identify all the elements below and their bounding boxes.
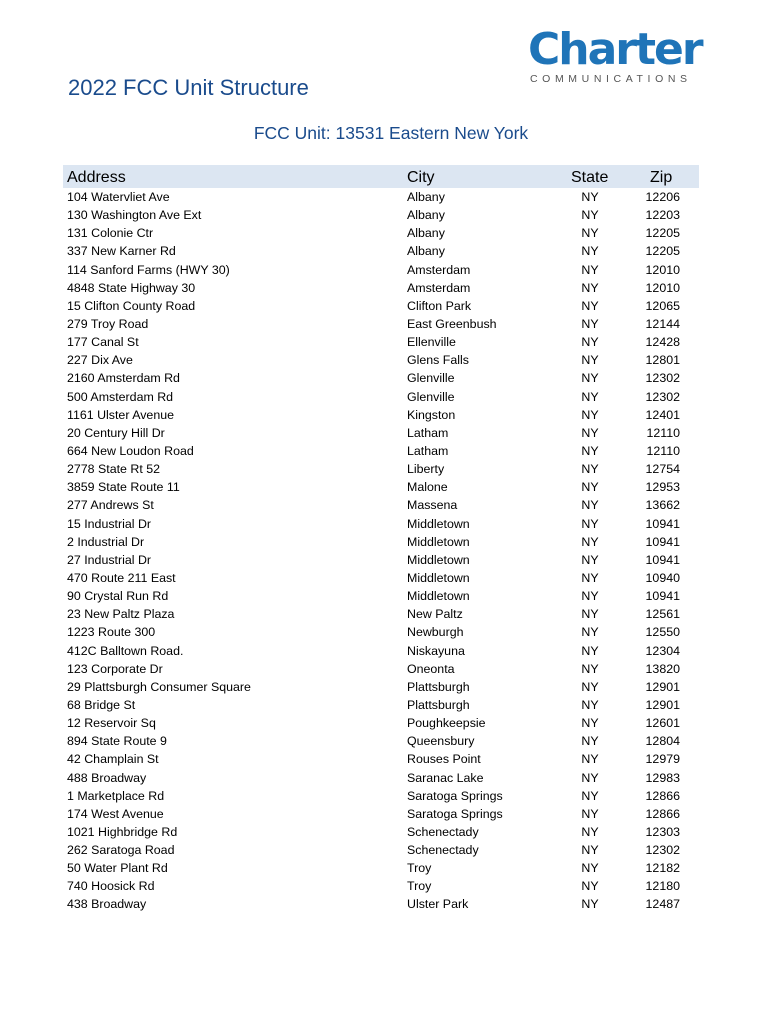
state-cell: NY — [581, 879, 599, 894]
state-cell: NY — [581, 643, 599, 658]
city-cell: Oneonta — [407, 661, 455, 676]
table-row — [0, 877, 770, 895]
zip-cell: 12206 — [645, 190, 680, 204]
address-cell: 131 Colonie Ctr — [67, 226, 154, 241]
city-cell: Newburgh — [407, 625, 464, 640]
table-row — [0, 478, 770, 496]
address-cell: 12 Reservoir Sq — [67, 716, 156, 731]
city-cell: Plattsburgh — [407, 679, 470, 694]
state-cell: NY — [581, 661, 599, 676]
zip-cell: 10940 — [645, 570, 680, 585]
state-cell: NY — [581, 226, 599, 241]
table-row — [0, 569, 770, 587]
address-cell: 894 State Route 9 — [67, 734, 167, 749]
state-cell: NY — [581, 607, 599, 622]
state-cell: NY — [581, 679, 599, 694]
state-cell: NY — [581, 316, 599, 331]
table-row — [0, 895, 770, 913]
address-cell: 1223 Route 300 — [67, 625, 156, 640]
city-cell: East Greenbush — [407, 316, 497, 331]
city-cell: Queensbury — [407, 734, 475, 749]
state-cell: NY — [581, 498, 599, 513]
city-cell: Troy — [407, 861, 432, 876]
city-cell: Rouses Point — [407, 752, 481, 767]
city-cell: Schenectady — [407, 824, 479, 839]
table-row — [0, 642, 770, 660]
address-cell: 277 Andrews St — [67, 498, 154, 513]
zip-cell: 12983 — [645, 770, 680, 785]
address-cell: 412C Balltown Road. — [67, 643, 184, 658]
city-cell: Albany — [407, 226, 445, 241]
table-row — [0, 678, 770, 696]
fcc-unit-subtitle: FCC Unit: 13531 Eastern New York — [253, 123, 529, 143]
table-row — [0, 188, 770, 206]
address-cell: 42 Champlain St — [67, 752, 159, 767]
zip-cell: 10941 — [645, 534, 680, 549]
address-cell: 438 Broadway — [67, 897, 147, 912]
zip-cell: 12487 — [645, 897, 680, 912]
table-row — [0, 805, 770, 823]
state-cell: NY — [581, 843, 599, 858]
city-cell: Ellenville — [407, 335, 456, 350]
city-cell: Albany — [407, 208, 445, 223]
zip-cell: 12901 — [645, 679, 680, 694]
city-cell: Latham — [407, 443, 449, 458]
state-cell: NY — [581, 570, 599, 585]
table-row — [0, 242, 770, 260]
city-cell: Saratoga Springs — [407, 806, 503, 821]
zip-cell: 12302 — [645, 389, 680, 404]
state-cell: NY — [581, 716, 599, 731]
table-row — [0, 442, 770, 460]
zip-cell: 12205 — [645, 226, 680, 241]
address-cell: 20 Century Hill Dr — [67, 425, 165, 440]
zip-cell: 12302 — [645, 843, 680, 858]
zip-cell: 10941 — [645, 516, 680, 531]
city-cell: Schenectady — [407, 843, 479, 858]
city-cell: Amsterdam — [407, 262, 471, 277]
city-cell: Glens Falls — [407, 353, 469, 368]
address-cell: 488 Broadway — [67, 770, 147, 785]
table-row — [0, 315, 770, 333]
zip-cell: 12754 — [645, 462, 680, 477]
address-cell: 2778 State Rt 52 — [67, 462, 160, 477]
state-cell: NY — [581, 752, 599, 767]
state-cell: NY — [581, 861, 599, 876]
zip-cell: 10941 — [645, 589, 680, 604]
table-row — [0, 206, 770, 224]
address-cell: 23 New Paltz Plaza — [67, 607, 175, 622]
address-cell: 90 Crystal Run Rd — [67, 589, 169, 604]
city-cell: Amsterdam — [407, 280, 471, 295]
city-cell: Malone — [407, 480, 448, 495]
zip-cell: 12205 — [645, 244, 680, 259]
table-row — [0, 406, 770, 424]
table-row — [0, 224, 770, 242]
city-cell: Middletown — [407, 589, 470, 604]
city-cell: Middletown — [407, 516, 470, 531]
zip-cell: 12428 — [645, 335, 680, 350]
table-row — [0, 424, 770, 442]
address-cell: 15 Industrial Dr — [67, 516, 152, 531]
table-header — [63, 165, 699, 188]
column-header-city: City — [407, 169, 435, 186]
zip-cell: 12303 — [645, 824, 680, 839]
state-cell: NY — [581, 625, 599, 640]
state-cell: NY — [581, 298, 599, 313]
zip-cell: 12203 — [645, 208, 680, 223]
address-cell: 227 Dix Ave — [67, 353, 133, 368]
state-cell: NY — [581, 462, 599, 477]
zip-cell: 12953 — [645, 480, 680, 495]
zip-cell: 12302 — [645, 371, 680, 386]
zip-cell: 12304 — [645, 643, 680, 658]
logo-wordmark: Charter — [528, 24, 702, 75]
city-cell: Massena — [407, 498, 458, 513]
city-cell: Latham — [407, 425, 449, 440]
address-cell: 262 Saratoga Road — [67, 843, 175, 858]
address-cell: 500 Amsterdam Rd — [67, 389, 174, 404]
city-cell: Middletown — [407, 552, 470, 567]
state-cell: NY — [581, 280, 599, 295]
address-cell: 27 Industrial Dr — [67, 552, 152, 567]
table-row — [0, 623, 770, 641]
city-cell: Saranac Lake — [407, 770, 484, 785]
address-cell: 114 Sanford Farms (HWY 30) — [67, 262, 230, 277]
zip-cell: 12866 — [645, 806, 680, 821]
zip-cell: 12601 — [645, 716, 680, 731]
address-cell: 1021 Highbridge Rd — [67, 824, 178, 839]
zip-cell: 12550 — [645, 625, 680, 640]
city-cell: Saratoga Springs — [407, 788, 503, 803]
state-cell: NY — [581, 788, 599, 803]
city-cell: Albany — [407, 244, 445, 259]
table-row — [0, 732, 770, 750]
table-row — [0, 714, 770, 732]
address-cell: 177 Canal St — [67, 335, 139, 350]
address-cell: 664 New Loudon Road — [67, 443, 194, 458]
state-cell: NY — [581, 734, 599, 749]
logo-tagline: COMMUNICATIONS — [530, 73, 692, 85]
city-cell: Ulster Park — [407, 897, 469, 912]
zip-cell: 12180 — [645, 879, 680, 894]
state-cell: NY — [581, 407, 599, 422]
state-cell: NY — [581, 589, 599, 604]
zip-cell: 12010 — [645, 280, 680, 295]
address-cell: 50 Water Plant Rd — [67, 861, 168, 876]
state-cell: NY — [581, 262, 599, 277]
address-cell: 3859 State Route 11 — [67, 480, 180, 495]
zip-cell: 12144 — [645, 316, 680, 331]
table-row — [0, 460, 770, 478]
zip-cell: 13820 — [645, 661, 680, 676]
table-row — [0, 769, 770, 787]
state-cell: NY — [581, 697, 599, 712]
city-cell: Clifton Park — [407, 298, 472, 313]
state-cell: NY — [581, 806, 599, 821]
state-cell: NY — [581, 480, 599, 495]
address-cell: 279 Troy Road — [67, 316, 149, 331]
state-cell: NY — [581, 534, 599, 549]
zip-cell: 12804 — [645, 734, 680, 749]
state-cell: NY — [581, 335, 599, 350]
city-cell: New Paltz — [407, 607, 463, 622]
table-row — [0, 750, 770, 768]
address-cell: 4848 State Highway 30 — [67, 280, 196, 295]
table-row — [0, 515, 770, 533]
table-row — [0, 351, 770, 369]
city-cell: Plattsburgh — [407, 697, 470, 712]
city-cell: Kingston — [407, 407, 456, 422]
table-row — [0, 333, 770, 351]
zip-cell: 12182 — [645, 861, 680, 876]
zip-cell: 10941 — [645, 552, 680, 567]
state-cell: NY — [581, 389, 599, 404]
city-cell: Glenville — [407, 371, 455, 386]
column-header-state: State — [571, 169, 609, 186]
state-cell: NY — [581, 190, 599, 204]
address-cell: 337 New Karner Rd — [67, 244, 176, 259]
city-cell: Troy — [407, 879, 432, 894]
zip-cell: 12010 — [645, 262, 680, 277]
table-row — [0, 551, 770, 569]
table-row — [0, 859, 770, 877]
address-cell: 130 Washington Ave Ext — [67, 208, 202, 223]
charter-logo — [528, 26, 708, 88]
table-row — [0, 823, 770, 841]
zip-cell: 12110 — [646, 443, 680, 458]
table-row — [0, 369, 770, 387]
address-cell: 15 Clifton County Road — [67, 298, 196, 313]
address-cell: 1 Marketplace Rd — [67, 788, 165, 803]
zip-cell: 12561 — [645, 607, 680, 622]
state-cell: NY — [581, 208, 599, 223]
address-cell: 740 Hoosick Rd — [67, 879, 155, 894]
state-cell: NY — [581, 770, 599, 785]
state-cell: NY — [581, 371, 599, 386]
state-cell: NY — [581, 425, 599, 440]
table-row — [0, 696, 770, 714]
state-cell: NY — [581, 552, 599, 567]
address-cell: 29 Plattsburgh Consumer Square — [67, 679, 251, 694]
table-row — [0, 496, 770, 514]
page-title: 2022 FCC Unit Structure — [68, 75, 309, 100]
address-cell: 470 Route 211 East — [67, 570, 176, 585]
table-row — [0, 660, 770, 678]
city-cell: Middletown — [407, 570, 470, 585]
address-cell: 174 West Avenue — [67, 806, 164, 821]
city-cell: Albany — [407, 190, 445, 204]
zip-cell: 12065 — [645, 298, 680, 313]
city-cell: Niskayuna — [407, 643, 465, 658]
address-cell: 104 Watervliet Ave — [67, 190, 170, 204]
column-header-address: Address — [67, 169, 126, 186]
zip-cell: 12866 — [645, 788, 680, 803]
city-cell: Middletown — [407, 534, 470, 549]
address-table-body — [0, 188, 770, 914]
address-cell: 68 Bridge St — [67, 697, 136, 712]
zip-cell: 12979 — [645, 752, 680, 767]
city-cell: Liberty — [407, 462, 445, 477]
zip-cell: 12110 — [646, 425, 680, 440]
zip-cell: 12401 — [645, 407, 680, 422]
state-cell: NY — [581, 353, 599, 368]
address-cell: 123 Corporate Dr — [67, 661, 163, 676]
address-cell: 1161 Ulster Avenue — [67, 407, 175, 422]
zip-cell: 13662 — [645, 498, 680, 513]
table-row — [0, 787, 770, 805]
state-cell: NY — [581, 824, 599, 839]
column-header-zip: Zip — [650, 169, 673, 186]
state-cell: NY — [581, 897, 599, 912]
address-cell: 2160 Amsterdam Rd — [67, 371, 180, 386]
zip-cell: 12801 — [645, 353, 680, 368]
table-row — [0, 261, 770, 279]
state-cell: NY — [581, 516, 599, 531]
city-cell: Poughkeepsie — [407, 716, 486, 731]
state-cell: NY — [581, 244, 599, 259]
table-row — [0, 841, 770, 859]
table-row — [0, 587, 770, 605]
table-row — [0, 297, 770, 315]
table-row — [0, 388, 770, 406]
state-cell: NY — [581, 443, 599, 458]
address-cell: 2 Industrial Dr — [67, 534, 145, 549]
table-row — [0, 279, 770, 297]
city-cell: Glenville — [407, 389, 455, 404]
zip-cell: 12901 — [645, 697, 680, 712]
table-row — [0, 533, 770, 551]
table-row — [0, 605, 770, 623]
